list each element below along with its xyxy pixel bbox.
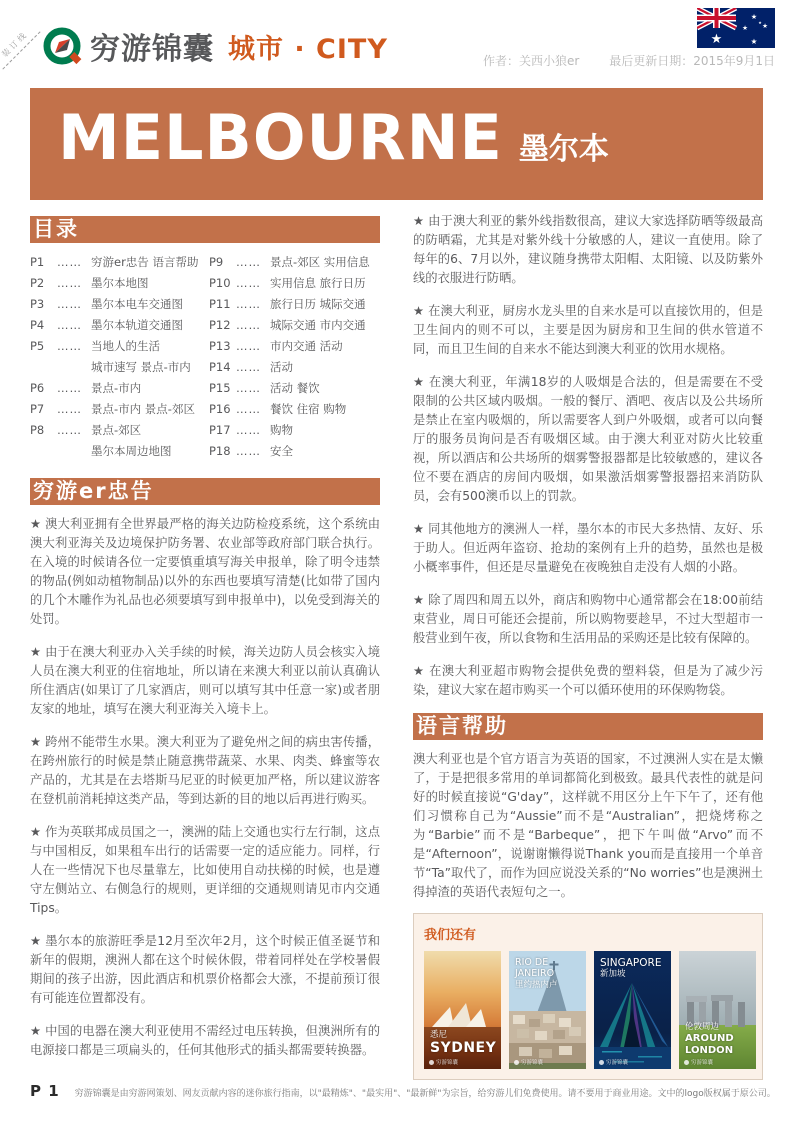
advice-paragraph: ★ 由于在澳大利亚办入关手续的时候，海关边防人员会核实入境人员在澳大利亚的住宿地址，所以请在来澳大利亚以前认真确认所住酒店(如果订了几家酒店，则可以填写其中任意一家)或者朋友家的地址，填写在澳大利亚海关入境卡上。: [30, 645, 380, 716]
toc-entry: P18 …… 安全: [209, 444, 293, 458]
guide-cards: [424, 951, 752, 1069]
toc-entry: P12 …… 城际交通 市内交通: [209, 318, 366, 332]
toc-entry: P15 …… 活动 餐饮: [209, 381, 320, 395]
advice-paragraph: ★ 跨州不能带生水果。澳大利亚为了避免州之间的病虫害传播，在跨州旅行的时候是禁止随意携带蔬菜、水果、肉类、蜂蜜等农产品的，尤其是在去塔斯马尼亚的时候更加严格，所以建议游客在登机前消耗掉这类产品，等到达新的目的地以后再进行购买。: [30, 735, 380, 806]
advice-paragraph: ★ 墨尔本的旅游旺季是12月至次年2月，这个时候正值圣诞节和新年的假期，澳洲人都在这个时候休假，带着同样处在学校暑假期间的孩子出游，因此酒店和机票价格都会大涨，不提前预订很有可能连位置都没有。: [30, 934, 380, 1005]
advice-paragraph: ★ 中国的电器在澳大利亚使用不需经过电压转换，但澳洲所有的电源接口都是三项扁头的，任何其他形式的插头都需要转换器。: [30, 1024, 380, 1057]
card-title-en: AROUND LONDON: [685, 1033, 734, 1056]
guide-card-rio[interactable]: [509, 951, 586, 1069]
toc-entry: P3 …… 墨尔本电车交通图: [30, 297, 183, 311]
toc-column-1: [30, 252, 201, 462]
qyer-watermark: 穷游锦囊: [429, 1058, 458, 1066]
toc-heading: 目录: [30, 216, 380, 243]
toc-entry: P4 …… 墨尔本轨道交通图: [30, 318, 183, 332]
card-title-en: SYDNEY: [430, 1039, 497, 1056]
brand-name: 穷游锦囊: [90, 32, 214, 67]
advice-paragraph: ★ 澳大利亚拥有全世界最严格的海关边防检疫系统，这个系统由澳大利亚海关及边境保护防务署、农业部等政府部门联合执行。在入境的时候请各位一定要慎重填写海关申报单，除了明令违禁的物品(例如动植物制品)以外的东西也要填写清楚(比如带了国内的几个木雕作为礼品也必须要填写到申报单中)，以免受到海关的处罚。: [30, 517, 380, 626]
language-help-heading: 语言帮助: [413, 713, 763, 740]
svg-text:★: ★: [742, 24, 748, 32]
toc-entry: P11 …… 旅行日历 城际交通: [209, 297, 366, 311]
advice-paragraph: ★ 在澳大利亚超市购物会提供免费的塑料袋，但是为了减少污染，建议大家在超市购买一个可以循环使用的环保购物袋。: [413, 664, 763, 697]
author-label: 作者：关西小狼er: [483, 54, 580, 68]
toc-entry-continuation: 墨尔本周边地图: [91, 444, 172, 458]
qyer-watermark: 穷游锦囊: [599, 1058, 628, 1066]
qyer-watermark: 穷游锦囊: [514, 1058, 543, 1066]
card-title-cn: 里约热内卢: [515, 979, 558, 990]
toc-entry: P9 …… 景点-郊区 实用信息: [209, 255, 370, 269]
city-title-en: MELBOURNE: [58, 101, 503, 174]
city-title-cn: 墨尔本: [518, 132, 609, 167]
toc-entry: P6 …… 景点-市内: [30, 381, 142, 395]
byline: [457, 52, 775, 69]
qyer-compass-icon: [42, 25, 84, 67]
svg-text:★: ★: [710, 32, 723, 47]
card-title-cn: 悉尼: [430, 1029, 448, 1040]
card-title-en: RIO DE JANEIRO: [515, 957, 555, 980]
table-of-contents: [30, 252, 380, 462]
binding-line-label: 装订线: [0, 21, 41, 69]
toc-entry: P2 …… 墨尔本地图: [30, 276, 149, 290]
advice-paragraph: ★ 作为英联邦成员国之一，澳洲的陆上交通也实行左行制，这点与中国相反，如果租车出行的话需要一定的适应能力。同样，行人在一些情况下也尽量靠左，比如使用自动扶梯的时候，也是遵守左侧站立、右侧急行的规则，更详细的交通规则请见市内交通Tips。: [30, 825, 380, 915]
card-title-cn: 伦敦周边: [685, 1021, 720, 1032]
toc-entry: P5 …… 当地人的生活: [30, 339, 160, 353]
card-title-cn: 新加坡: [600, 969, 626, 980]
page-footer: [30, 1082, 776, 1100]
toc-entry: P13 …… 市内交通 活动: [209, 339, 343, 353]
toc-entry: P17 …… 购物: [209, 423, 293, 437]
guide-card-around-london[interactable]: [679, 951, 756, 1069]
qyer-watermark: 穷游锦囊: [684, 1058, 713, 1066]
guide-card-singapore[interactable]: [594, 951, 671, 1069]
toc-entry: P16 …… 餐饮 住宿 购物: [209, 402, 347, 416]
toc-entry: P8 …… 景点-郊区: [30, 423, 142, 437]
title-banner: [30, 88, 763, 200]
svg-text:★: ★: [758, 20, 762, 25]
svg-text:★: ★: [762, 22, 768, 30]
card-title-en: SINGAPORE: [600, 957, 662, 969]
updated-label: 最后更新日期：2015年9月1日: [609, 54, 775, 68]
guide-card-sydney[interactable]: [424, 951, 501, 1069]
svg-text:★: ★: [750, 13, 758, 21]
advice-heading: 穷游er忠告: [30, 478, 380, 505]
left-column: [30, 216, 380, 1060]
toc-column-2: [209, 252, 380, 462]
toc-entry: P7 …… 景点-市内 景点-郊区: [30, 402, 195, 416]
toc-entry: P14 …… 活动: [209, 360, 293, 374]
advice-paragraph: ★ 在澳大利亚，年满18岁的人吸烟是合法的，但是需要在不受限制的公共区域内吸烟。一般的餐厅、酒吧、夜店以及公共场所是禁止在室内吸烟的，所以需要客人到户外吸烟，或者可以向餐厅的服务员询问是否有吸烟区域。由于澳大利亚对防火比较重视，所以酒店和公共场所的烟雾警报器都是比较敏感的，建议各位不要在酒店的房间内吸烟，如果激活烟雾警报器招来消防队员，会有500澳币以上的罚款。: [413, 375, 763, 503]
advice-paragraph: ★ 除了周四和周五以外，商店和购物中心通常都会在18:00前结束营业，周日可能还会提前，所以购物要趁早，不过大型超市一般营业到午夜，所以食物和生活用品的采购还是比较有保障的。: [413, 593, 763, 645]
toc-entry: P1 …… 穷游er忠告 语言帮助: [30, 255, 199, 269]
series-name: 城市 · CITY: [228, 33, 388, 65]
right-column: [413, 212, 763, 1080]
advice-paragraph: ★ 在澳大利亚，厨房水龙头里的自来水是可以直接饮用的，但是卫生间内的则不可以，主要是因为厨房和卫生间的供水管道不同，而且卫生间的自来水不能达到澳大利亚的饮用水规格。: [413, 304, 763, 356]
footer-disclaimer: 穷游锦囊是由穷游网策划、网友贡献内容的迷你旅行指南，以"最精炼"、"最实用"、"最新鲜"为宗旨，给穷游儿们免费使用。请不要用于商业用途。文中的logo版权属于原公司。: [74, 1089, 776, 1099]
australia-flag-icon: [697, 8, 775, 48]
language-help-paragraph: 澳大利亚也是个官方语言为英语的国家，不过澳洲人实在是太懒了，于是把很多常用的单词都简化到极致。最具代表性的就是问好的时候直接说“G'day”，这样就不用区分上午下午了，还有他们习惯称自己为“Aussie”而不是“Australian”，把烧烤称之为“Barbie”而不是“Barbeque”，把下午叫做“Arvo”而不是“Afternoon”，说谢谢懒得说Thank you而是直接用一个单音节“Ta”取代了，而作为回应说没关系的“No worries”也是澳洲土得掉渣的英语代表短句之一。: [413, 752, 763, 899]
toc-entry: P10 …… 实用信息 旅行日历: [209, 276, 366, 290]
advice-paragraph: ★ 同其他地方的澳洲人一样，墨尔本的市民大多热情、友好、乐于助人。但近两年盗窃、抢劫的案例有上升的趋势，虽然也是极小概率事件，但还是尽量避免在夜晚独自走没有人烟的小路。: [413, 522, 763, 574]
svg-text:★: ★: [750, 37, 758, 46]
more-guides-title: 我们还有: [424, 928, 477, 943]
brand-logo: [42, 24, 388, 68]
more-guides-box: [413, 913, 763, 1080]
page-number: P 1: [30, 1082, 60, 1100]
toc-entry-continuation: 城市速写 景点-市内: [91, 360, 191, 374]
advice-paragraph: ★ 由于澳大利亚的紫外线指数很高，建议大家选择防晒等级最高的防晒霜，尤其是对紫外线十分敏感的人，建议一直使用。除了每年的6、7月以外，建议随身携带太阳帽、太阳镜、以及防紫外线的衣服进行防晒。: [413, 214, 763, 285]
